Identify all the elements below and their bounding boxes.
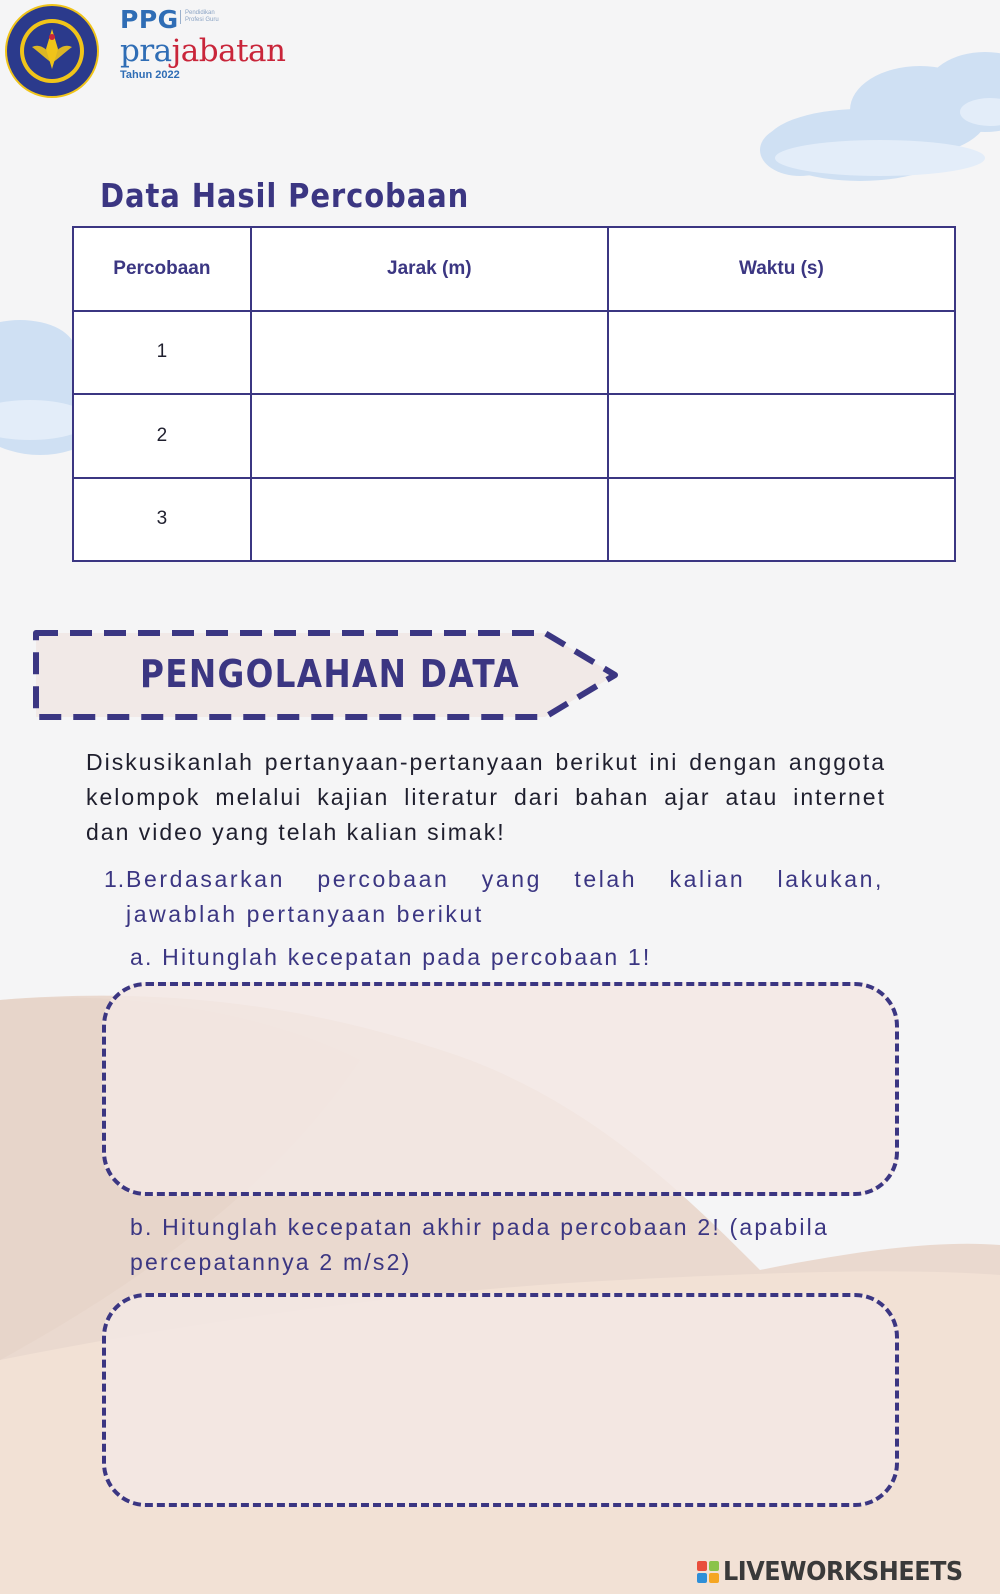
table-cell-jarak-input[interactable]: [251, 478, 608, 562]
brand-subtitle: Pendidikan Profesi Guru: [180, 10, 225, 24]
table-cell-waktu-input[interactable]: [608, 478, 955, 562]
question-number: 1.: [104, 866, 126, 892]
ppg-brand-logo: [120, 6, 285, 81]
table-cell-percobaan: 3: [73, 478, 251, 562]
table-cell-jarak-input[interactable]: [251, 394, 608, 478]
question-text: Berdasarkan percobaan yang telah kalian lakukan, jawablah pertanyaan berikut: [126, 866, 884, 927]
sub-question-b: b. Hitunglah kecepatan akhir pada percobaan 2! (apabila percepatannya 2 m/s2): [130, 1214, 829, 1275]
table-row: [73, 478, 955, 562]
brand-prajabatan: [120, 34, 285, 68]
sub-question-a: a. Hitunglah kecepatan pada percobaan 1!: [130, 944, 652, 970]
footer-brand: LIVEWORKSHEETS: [723, 1557, 963, 1587]
table-header-row: [73, 227, 955, 311]
table-row: [73, 311, 955, 395]
table-header-jarak: Jarak (m): [251, 227, 608, 311]
table-header-waktu: Waktu (s): [608, 227, 955, 311]
answer-box-b[interactable]: [102, 1293, 899, 1507]
table-header-percobaan: Percobaan: [73, 227, 251, 311]
answer-box-a[interactable]: [102, 982, 899, 1196]
section-title: Data Hasil Percobaan: [100, 176, 470, 215]
brand-ppg: PPG: [120, 5, 179, 34]
table-cell-percobaan: 1: [73, 311, 251, 395]
brand-jabatan-part: jabatan: [171, 33, 286, 69]
data-table: [72, 226, 956, 562]
intro-paragraph: Diskusikanlah pertanyaan-pertanyaan berikut ini dengan anggota kelompok melalui kajian literatur dari bahan ajar atau internet dan video yang telah kalian simak!: [86, 749, 886, 845]
university-seal-logo: [4, 3, 100, 99]
brand-pra-part: pra: [120, 33, 172, 69]
table-row: [73, 394, 955, 478]
table-cell-jarak-input[interactable]: [251, 311, 608, 395]
table-cell-percobaan: 2: [73, 394, 251, 478]
brand-year: Tahun 2022: [120, 69, 180, 81]
table-cell-waktu-input[interactable]: [608, 311, 955, 395]
table-cell-waktu-input[interactable]: [608, 394, 955, 478]
liveworksheets-logo: [697, 1556, 984, 1588]
liveworksheets-icon: [697, 1561, 719, 1583]
banner-title: PENGOLAHAN DATA: [140, 652, 520, 696]
